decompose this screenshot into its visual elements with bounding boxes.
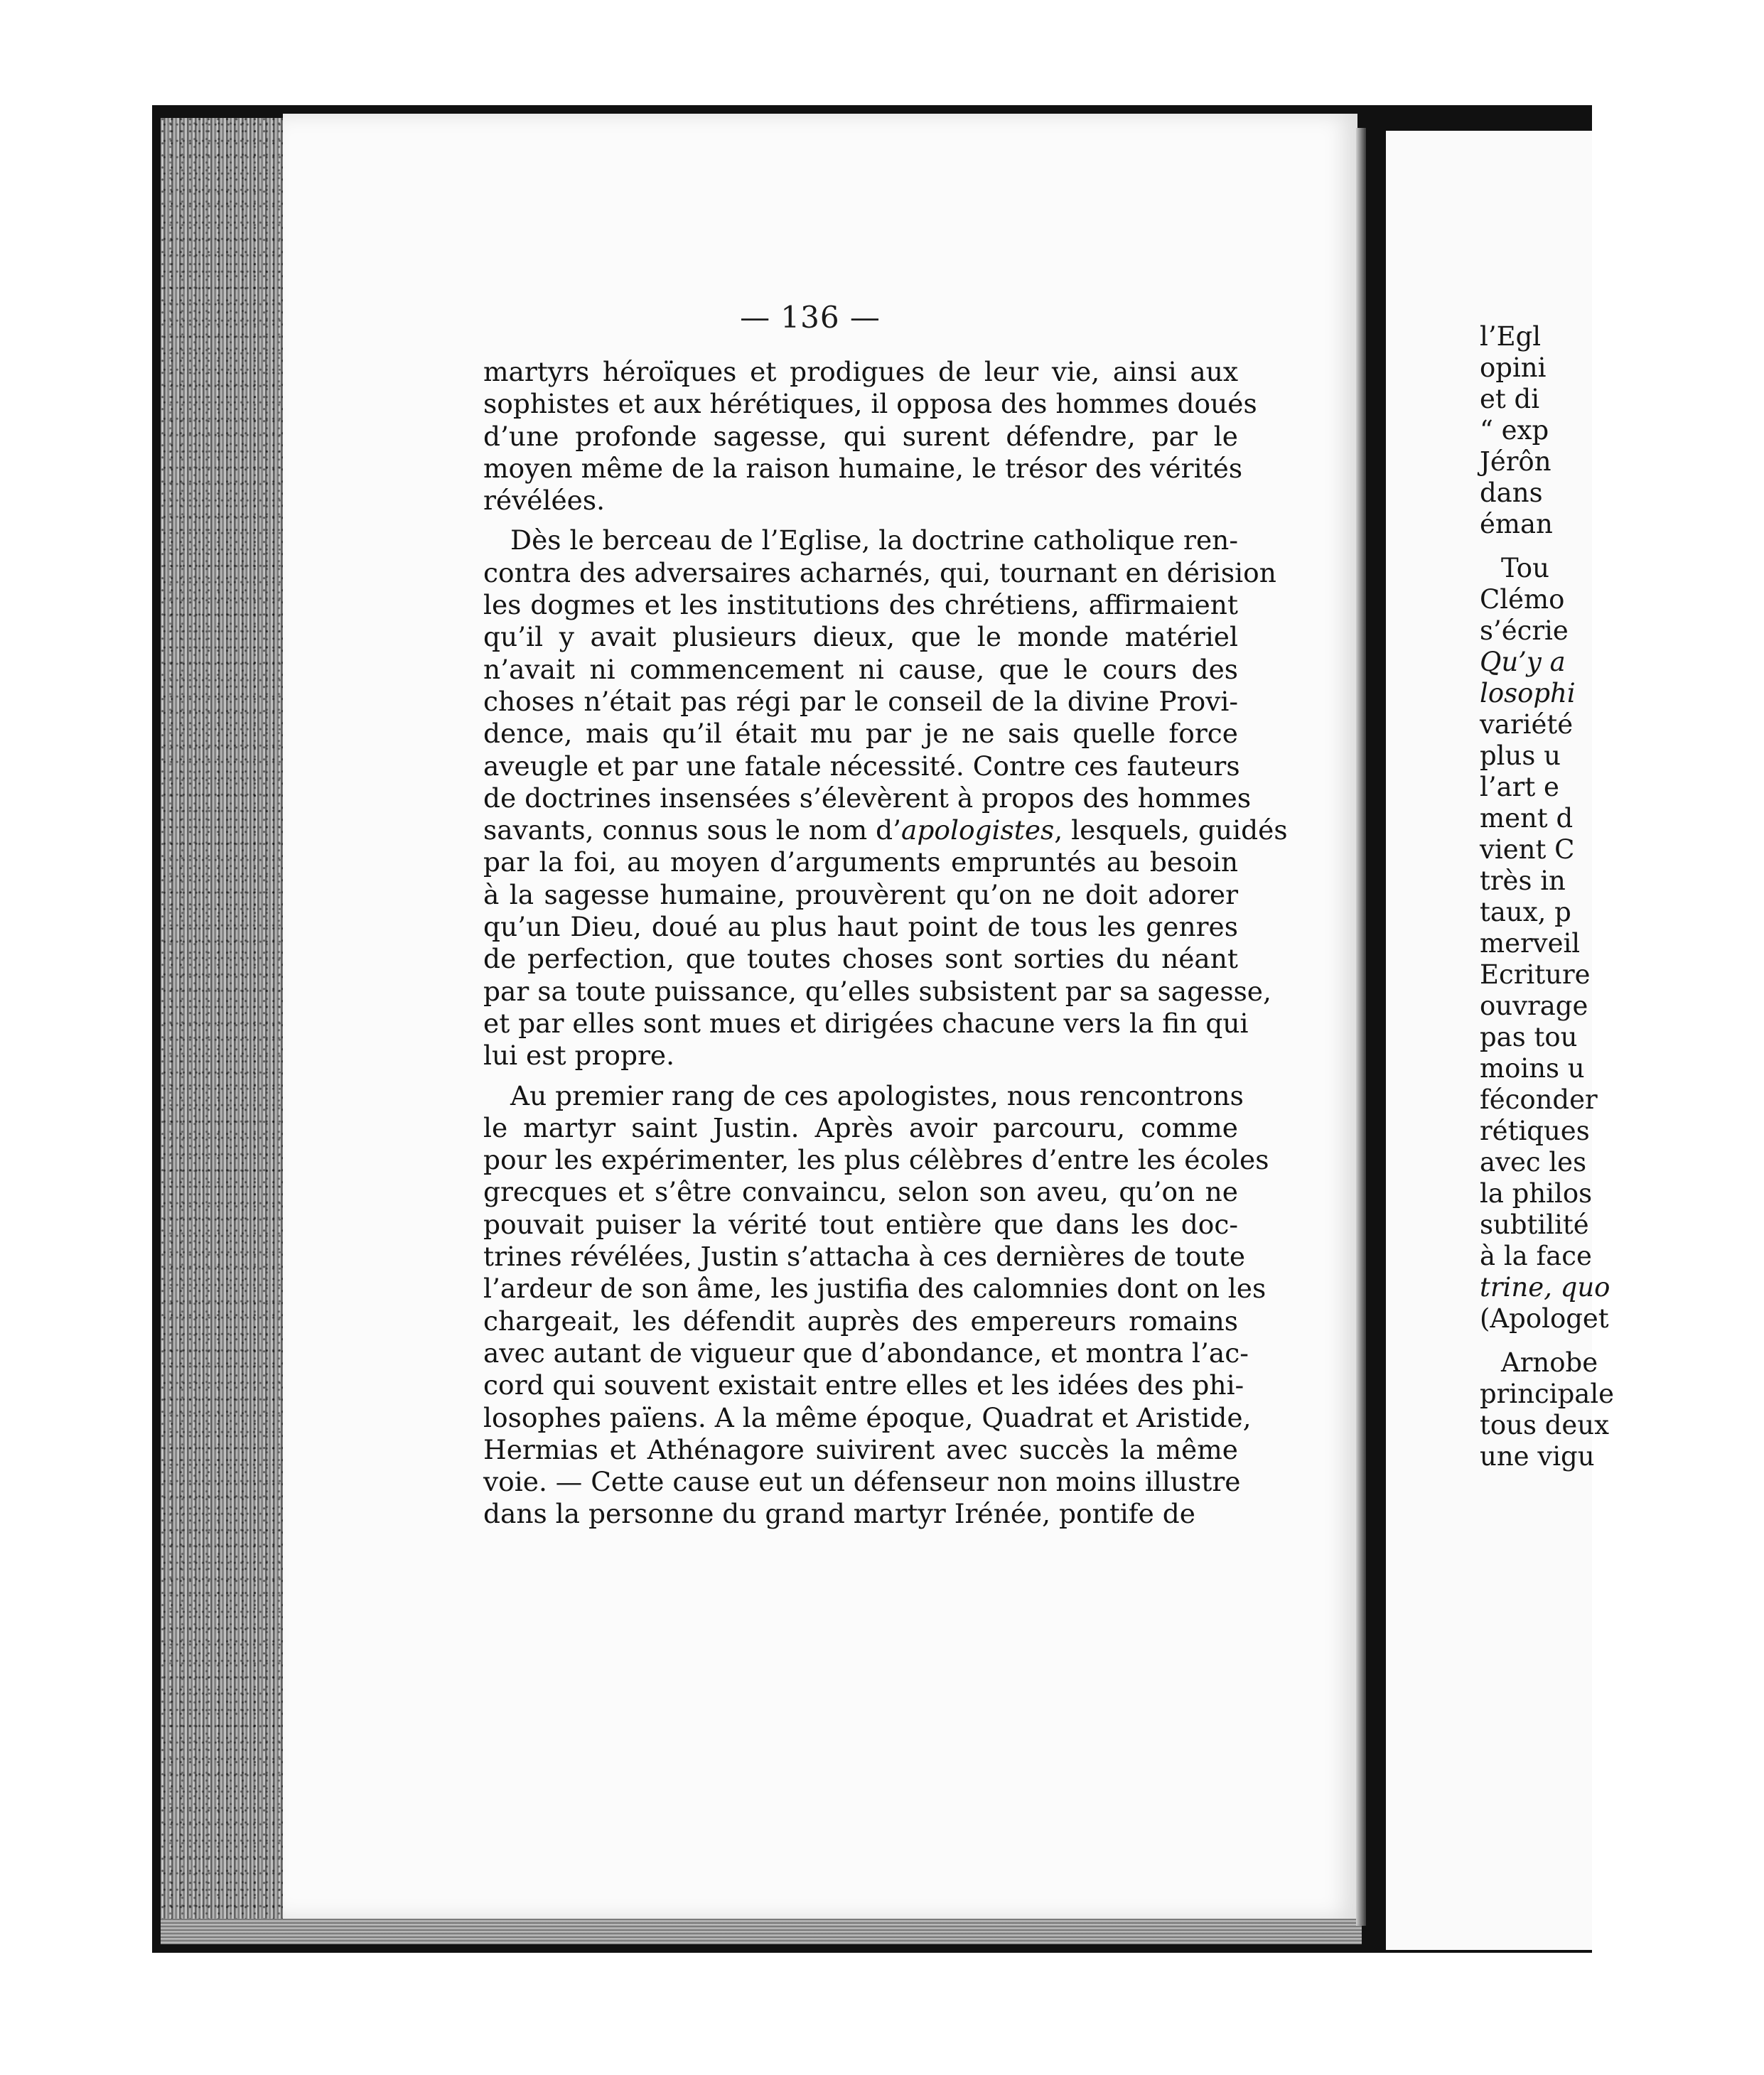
facing-text-line: et di	[1480, 384, 1540, 414]
facing-text-line: rétiques	[1480, 1116, 1590, 1146]
facing-text-line: l’Egl	[1480, 321, 1542, 352]
facing-text-line: pas tou	[1480, 1022, 1578, 1052]
text-line-content: d’une profonde sagesse, qui surent défendre, par le	[483, 420, 1238, 452]
facing-text-line: vient C	[1480, 834, 1575, 865]
text-line	[483, 1209, 1238, 1241]
text-line-content: n’avait ni commencement ni cause, que le cours des	[483, 653, 1238, 685]
facing-text-line: Jérôn	[1480, 446, 1551, 477]
facing-text-line: trine, quo	[1480, 1272, 1610, 1303]
text-line-content: par la foi, au moyen d’arguments empruntés au besoin	[483, 846, 1238, 878]
text-line-content: voie. — Cette cause eut un défenseur non moins illustre	[483, 1466, 1241, 1498]
facing-text-line: principale	[1480, 1379, 1615, 1409]
text-line-continuation: , lesquels, guidés	[1054, 814, 1288, 846]
facing-text-line: opini	[1480, 352, 1547, 383]
text-line-content: losophes païens. A la même époque, Quadrat et Aristide,	[483, 1401, 1252, 1433]
text-line	[483, 814, 1288, 846]
book-bottom-edge	[161, 1919, 1362, 1944]
text-line	[483, 1079, 1244, 1112]
facing-text-line: subtilité	[1480, 1209, 1589, 1240]
text-line-content: sophistes et aux hérétiques, il opposa des hommes doués	[483, 388, 1257, 420]
text-line	[483, 621, 1238, 653]
paragraph	[483, 1079, 1269, 1531]
text-line	[483, 452, 1243, 485]
text-line-content: pour les expérimenter, les plus célèbres d’entre les écoles	[483, 1144, 1269, 1176]
text-line	[483, 1273, 1266, 1305]
facing-page	[1386, 131, 1615, 1950]
text-line	[483, 524, 1238, 556]
text-line	[483, 1040, 1238, 1072]
facing-text-line: une vigu	[1480, 1441, 1595, 1472]
facing-text-line: moins u	[1480, 1053, 1585, 1084]
text-line	[483, 943, 1238, 975]
text-line	[483, 1305, 1238, 1337]
facing-text-line: Arnobe	[1501, 1347, 1598, 1378]
facing-text-line: féconder	[1480, 1084, 1598, 1115]
facing-text-line: merveil	[1480, 928, 1581, 959]
text-line-content: Au premier rang de ces apologistes, nous rencontrons	[510, 1079, 1244, 1111]
facing-text-line: dans	[1480, 478, 1543, 508]
text-line	[483, 879, 1238, 911]
facing-text-line: plus u	[1480, 740, 1561, 771]
italic-term: apologistes	[901, 814, 1055, 846]
text-line-content: l’ardeur de son âme, les justifia des calomnies dont on les	[483, 1273, 1266, 1305]
text-line	[483, 1434, 1238, 1466]
facing-text-line: taux, p	[1480, 897, 1571, 927]
facing-text-line: Ecriture	[1480, 959, 1591, 990]
text-line	[483, 1112, 1238, 1144]
text-line-content: qu’il y avait plusieurs dieux, que le monde matériel	[483, 621, 1238, 653]
text-line	[483, 1241, 1246, 1273]
facing-text-line: tous deux	[1480, 1410, 1610, 1440]
text-line	[483, 750, 1238, 782]
text-line	[483, 782, 1252, 814]
facing-text-line: (Apologet	[1480, 1303, 1609, 1334]
text-line	[483, 1401, 1252, 1434]
text-line	[483, 1337, 1249, 1369]
text-line	[483, 1176, 1238, 1208]
text-line	[483, 1007, 1249, 1040]
facing-text-line: avec les	[1480, 1147, 1587, 1177]
text-line-content: à la sagesse humaine, prouvèrent qu’on ne doit adorer	[483, 878, 1238, 910]
text-line-content: aveugle et par une fatale nécessité. Contre ces fauteurs	[483, 750, 1240, 782]
facing-text-line: la philos	[1480, 1178, 1593, 1209]
text-line-content: choses n’était pas régi par le conseil de la divine Provi-	[483, 685, 1238, 717]
text-line	[483, 1369, 1244, 1401]
text-line-content: cord qui souvent existait entre elles et les idées des phi-	[483, 1369, 1244, 1401]
facing-text-line: à la face	[1480, 1241, 1592, 1271]
text-line-content: le martyr saint Justin. Après avoir parcouru, comme	[483, 1111, 1238, 1143]
facing-text-line: éman	[1480, 509, 1553, 539]
text-line	[483, 654, 1238, 686]
facing-text-line: s’écrie	[1480, 615, 1569, 646]
text-line-content: de perfection, que toutes choses sont sorties du néant	[483, 943, 1238, 975]
text-line	[483, 589, 1238, 621]
text-line-content: trines révélées, Justin s’attacha à ces dernières de toute	[483, 1241, 1246, 1273]
text-line-content: avec autant de vigueur que d’abondance, et montra l’ac-	[483, 1337, 1249, 1369]
text-line	[483, 975, 1271, 1008]
text-line-content: dans la personne du grand martyr Irénée, pontife de	[483, 1498, 1195, 1530]
text-line-content: chargeait, les défendit auprès des empereurs romains	[483, 1305, 1238, 1337]
text-line	[483, 388, 1257, 420]
text-line	[483, 1498, 1238, 1530]
text-line	[483, 556, 1276, 589]
text-line-content: contra des adversaires acharnés, qui, tournant en dérision	[483, 556, 1276, 588]
text-line-content: de doctrines insensées s’élevèrent à propos des hommes	[483, 782, 1252, 814]
text-line-content: moyen même de la raison humaine, le trésor des vérités	[483, 452, 1243, 484]
text-line	[483, 1144, 1269, 1176]
facing-text-line: ment d	[1480, 803, 1574, 834]
text-line-content: Dès le berceau de l’Eglise, la doctrine catholique ren-	[510, 524, 1238, 556]
text-line-content: les dogmes et les institutions des chrétiens, affirmaient	[483, 589, 1238, 621]
page-gutter-shadow	[1356, 128, 1366, 1926]
text-line-content: qu’un Dieu, doué au plus haut point de tous les genres	[483, 911, 1238, 943]
page-number: — 136 —	[740, 300, 881, 335]
text-line-content: par sa toute puissance, qu’elles subsistent par sa sagesse,	[483, 975, 1271, 1007]
facing-text-line: Tou	[1501, 553, 1549, 583]
facing-text-line: “ exp	[1480, 415, 1549, 446]
text-line	[483, 718, 1238, 750]
text-line-content: pouvait puiser la vérité tout entière que dans les doc-	[483, 1208, 1238, 1240]
text-line-content: savants, connus sous le nom d’	[483, 814, 902, 846]
text-line	[483, 1466, 1241, 1498]
text-line	[483, 485, 1238, 517]
text-line-content: révélées.	[483, 485, 606, 517]
text-line	[483, 686, 1238, 718]
facing-text-line: très in	[1480, 866, 1566, 896]
facing-text-line: losophi	[1480, 678, 1576, 708]
facing-page-text	[1480, 321, 1764, 1472]
text-line-content: lui est propre.	[483, 1040, 675, 1072]
text-line	[483, 356, 1238, 388]
facing-text-line: variété	[1480, 709, 1574, 740]
text-line	[483, 421, 1238, 453]
paragraph	[483, 524, 1288, 1072]
text-line-content: dence, mais qu’il était mu par je ne sais quelle force	[483, 718, 1238, 750]
text-line-content: et par elles sont mues et dirigées chacune vers la fin qui	[483, 1007, 1249, 1039]
text-line	[483, 846, 1238, 878]
text-line-content: martyrs héroïques et prodigues de leur vie, ainsi aux	[483, 356, 1238, 387]
text-line-content: Hermias et Athénagore suivirent avec succès la même	[483, 1433, 1238, 1465]
book-page-stack	[161, 118, 283, 1941]
text-line	[483, 911, 1238, 943]
paragraph	[483, 356, 1257, 517]
facing-text-line: l’art e	[1480, 772, 1559, 802]
text-line-content: grecques et s’être convaincu, selon son aveu, qu’on ne	[483, 1176, 1238, 1208]
facing-text-line: ouvrage	[1480, 991, 1588, 1021]
facing-text-line: Qu’y a	[1480, 647, 1566, 677]
page-body-text	[483, 356, 1288, 1538]
facing-text-line: Clémo	[1480, 584, 1565, 615]
